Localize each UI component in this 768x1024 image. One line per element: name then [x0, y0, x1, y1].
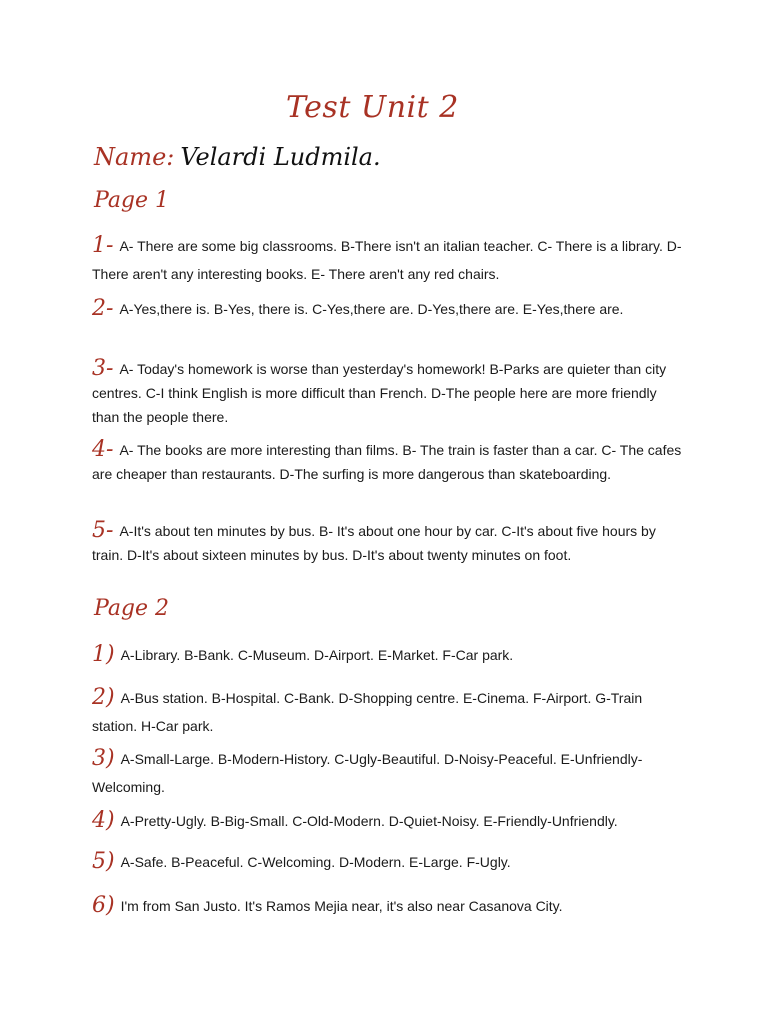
page1-answer-1 — [92, 232, 682, 288]
answer-text: A- The books are more interesting than films. B- The train is faster than a car. C- The cafes are cheaper than restaurants. D-The surfing is more dangerous than skateboarding. — [92, 442, 682, 482]
answer-number: 4) — [92, 808, 115, 833]
answer-number: 2) — [92, 685, 115, 710]
page1-answer-2 — [92, 295, 682, 323]
answer-number: 5- — [92, 518, 114, 543]
answer-text: A-Bus station. B-Hospital. C-Bank. D-Shopping centre. E-Cinema. F-Airport. G-Train station. H-Car park. — [92, 690, 643, 734]
answer-number: 3- — [92, 356, 114, 381]
answer-number: 3) — [92, 746, 115, 771]
answer-number: 2- — [92, 296, 114, 321]
answer-text: A-It's about ten minutes by bus. B- It's about one hour by car. C-It's about five hours by train. D-It's about sixteen minutes by bus. D-It's about twenty minutes on foot. — [92, 523, 656, 563]
answer-text: A- There are some big classrooms. B-There isn't an italian teacher. C- There is a library. D-There aren't any interesting books. E- There aren't any red chairs. — [92, 238, 682, 282]
page2-heading: Page 2 — [94, 596, 170, 621]
page2-answer-1 — [92, 641, 682, 669]
answer-text: A-Safe. B-Peaceful. C-Welcoming. D-Modern. E-Large. F-Ugly. — [120, 854, 511, 870]
answer-number: 1) — [92, 642, 115, 667]
answer-text: A- Today's homework is worse than yesterday's homework! B-Parks are quieter than city centres. C-I think English is more difficult than French. D-The people here are more friendly than the people there. — [92, 361, 667, 425]
answer-text: A-Yes,there is. B-Yes, there is. C-Yes,there are. D-Yes,there are. E-Yes,there are. — [119, 301, 624, 317]
answer-text: A-Pretty-Ugly. B-Big-Small. C-Old-Modern. D-Quiet-Noisy. E-Friendly-Unfriendly. — [120, 813, 618, 829]
page1-answer-4 — [92, 438, 682, 486]
page2-answer-4 — [92, 807, 682, 835]
name-label: Name: — [94, 143, 175, 171]
name-value: Velardi Ludmila. — [180, 143, 381, 171]
page2-answer-3 — [92, 745, 682, 801]
page1-answer-5 — [92, 519, 682, 567]
page2-answer-6 — [92, 892, 682, 920]
page2-answer-2 — [92, 684, 682, 740]
answer-number: 5) — [92, 849, 115, 874]
answer-text: A-Small-Large. B-Modern-History. C-Ugly-Beautiful. D-Noisy-Peaceful. E-Unfriendly-Welcoming. — [92, 751, 643, 795]
answer-number: 4- — [92, 437, 114, 462]
answer-number: 6) — [92, 893, 115, 918]
page1-heading: Page 1 — [94, 188, 170, 213]
answer-number: 1- — [92, 233, 114, 258]
answer-text: I'm from San Justo. It's Ramos Mejia near, it's also near Casanova City. — [120, 898, 563, 914]
page1-answer-3 — [92, 357, 682, 429]
page2-answer-5 — [92, 848, 682, 876]
student-name-line — [94, 143, 381, 172]
document-title: Test Unit 2 — [286, 90, 459, 125]
answer-text: A-Library. B-Bank. C-Museum. D-Airport. E-Market. F-Car park. — [120, 647, 514, 663]
